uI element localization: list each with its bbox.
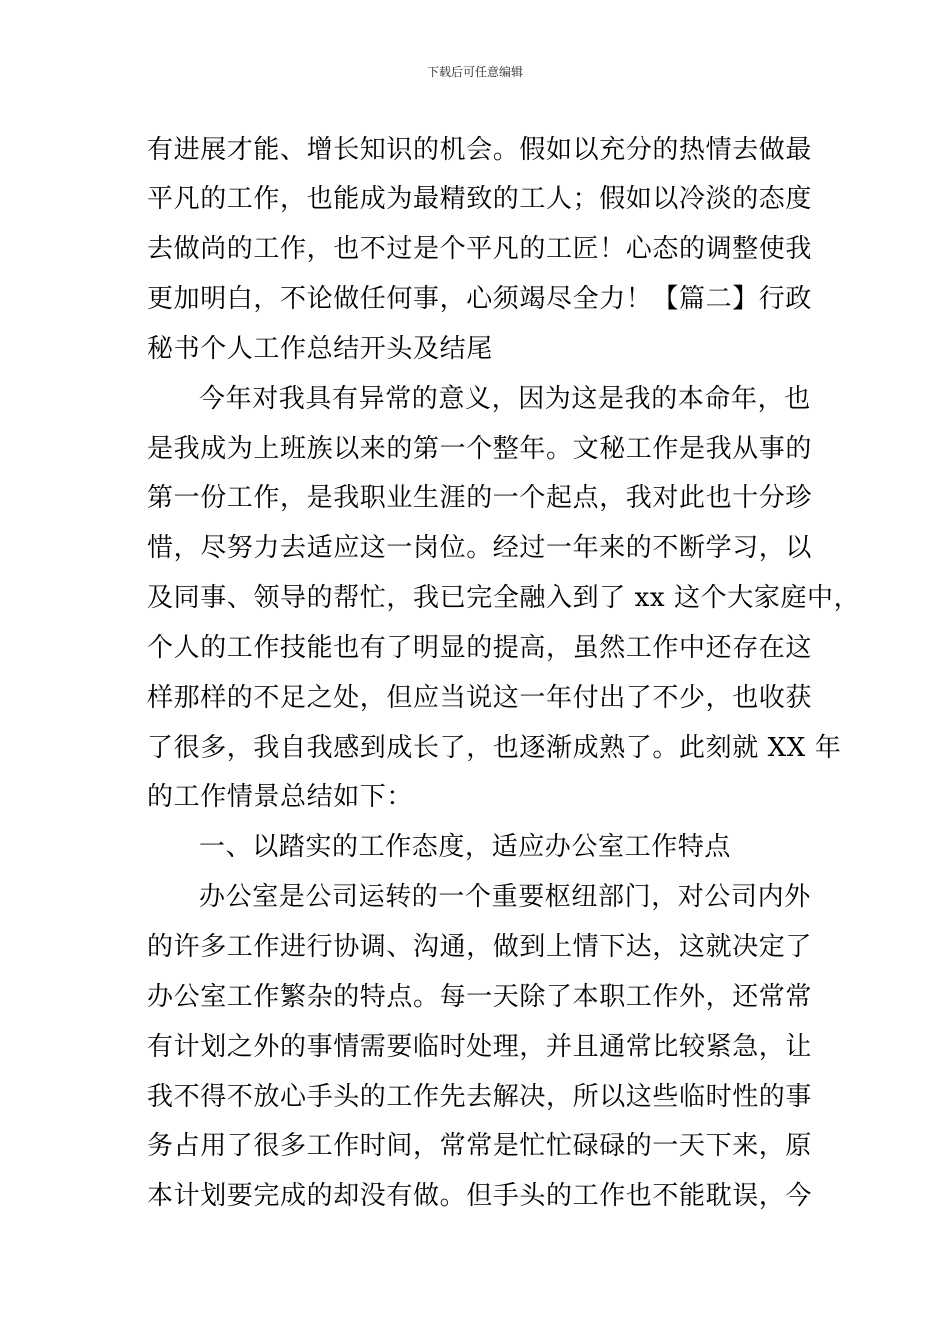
page-header: 下载后可任意编辑 xyxy=(426,65,523,79)
text-line: 了很多，我自我感到成长了，也逐渐成熟了。此刻就 XX 年 xyxy=(147,733,842,763)
text-line: 办公室工作繁杂的特点。每一天除了本职工作外，还常常 xyxy=(147,982,813,1012)
text-line: 更加明白，不论做任何事，心须竭尽全力！【篇二】行政 xyxy=(147,284,813,314)
text-line: 我不得不放心手头的工作先去解决，所以这些临时性的事 xyxy=(147,1082,813,1112)
text-line: 的许多工作进行协调、沟通，做到上情下达，这就决定了 xyxy=(147,932,813,962)
text-line: 务占用了很多工作时间，常常是忙忙碌碌的一天下来，原 xyxy=(147,1131,813,1161)
text-line: 去做尚的工作，也不过是个平凡的工匠！心态的调整使我 xyxy=(147,234,813,264)
text-line: 有进展才能、增长知识的机会。假如以充分的热情去做最 xyxy=(147,135,813,165)
text-line: 是我成为上班族以来的第一个整年。文秘工作是我从事的 xyxy=(147,434,813,464)
text-line: 有计划之外的事情需要临时处理，并且通常比较紧急，让 xyxy=(147,1032,813,1062)
paragraph-first-line: 办公室是公司运转的一个重要枢纽部门，对公司内外 xyxy=(199,882,811,912)
text-line: 个人的工作技能也有了明显的提高，虽然工作中还存在这 xyxy=(147,633,813,663)
paragraph-first-line: 今年对我具有异常的意义，因为这是我的本命年，也 xyxy=(199,384,811,414)
text-line: 样那样的不足之处，但应当说这一年付出了不少，也收获 xyxy=(147,683,813,713)
text-line: 及同事、领导的帮忙，我已完全融入到了 xx 这个大家庭中， xyxy=(147,583,861,613)
text-line: 第一份工作，是我职业生涯的一个起点，我对此也十分珍 xyxy=(147,483,813,513)
text-line: 平凡的工作，也能成为最精致的工人；假如以冷淡的态度 xyxy=(147,184,813,214)
text-line: 的工作情景总结如下： xyxy=(147,782,414,812)
text-line: 本计划要完成的却没有做。但手头的工作也不能耽误，今 xyxy=(147,1181,813,1211)
section-heading: 一、以踏实的工作态度，适应办公室工作特点 xyxy=(199,832,732,862)
text-line: 秘书个人工作总结开头及结尾 xyxy=(147,334,493,364)
text-line: 惜，尽努力去适应这一岗位。经过一年来的不断学习，以 xyxy=(147,533,813,563)
